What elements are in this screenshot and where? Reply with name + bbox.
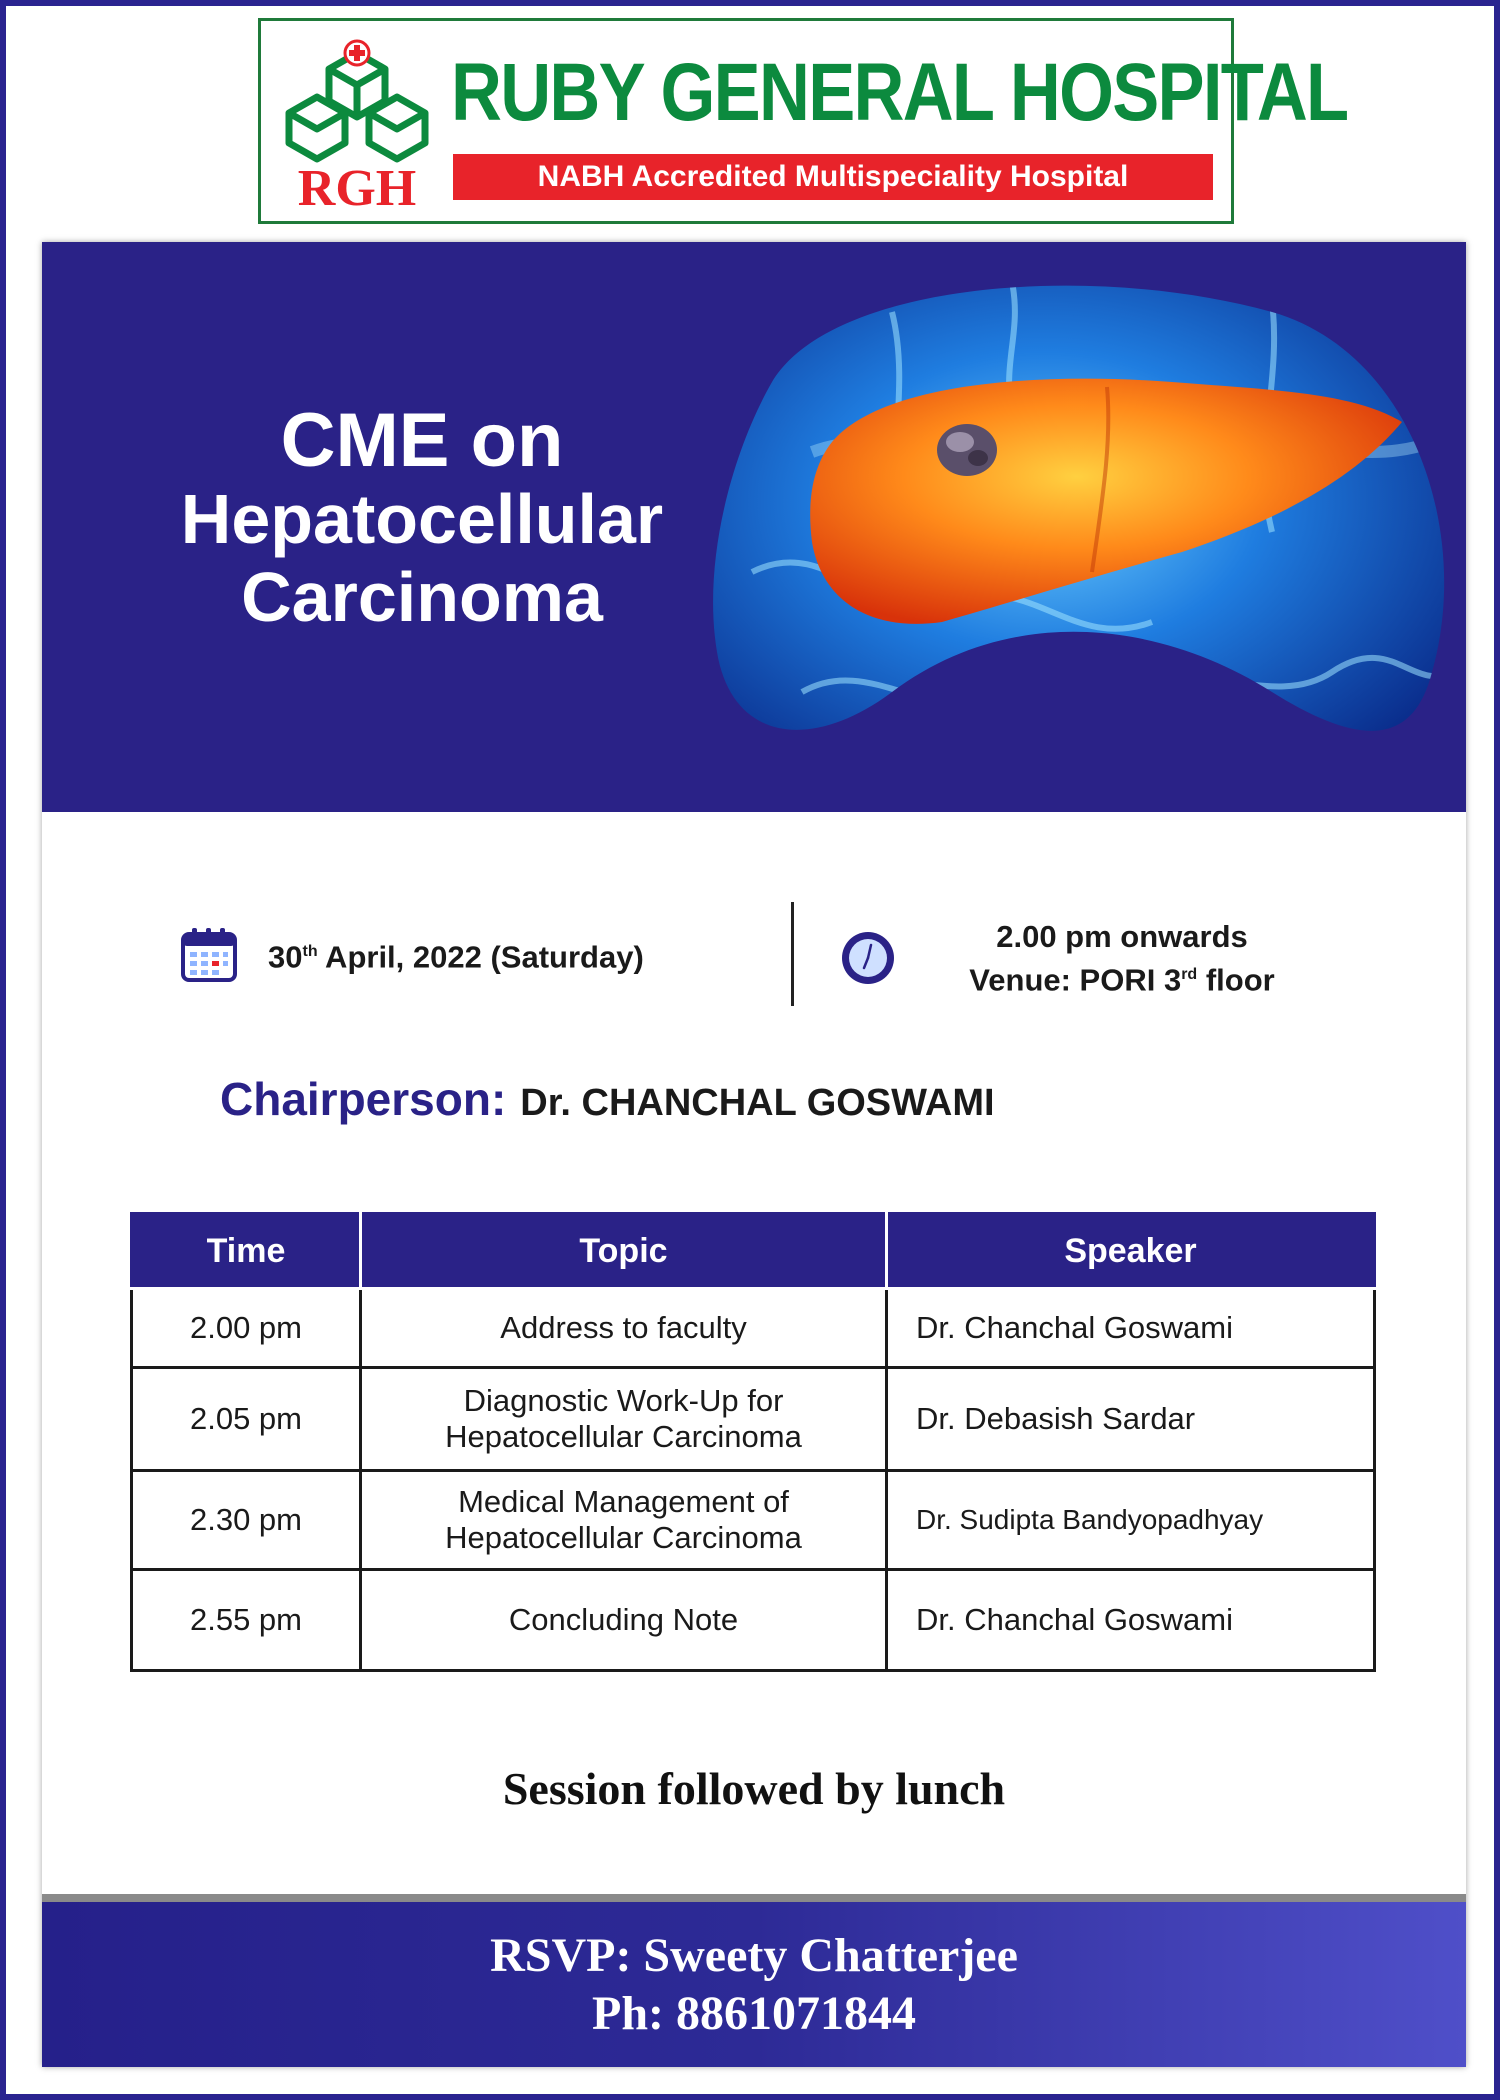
schedule-table — [130, 1212, 1376, 1672]
row-time: 2.55 pm — [132, 1570, 361, 1671]
event-title-line1: CME on — [280, 398, 564, 483]
date-day: 30 — [268, 939, 303, 975]
poster-card — [42, 242, 1466, 2067]
row-time: 2.30 pm — [132, 1471, 361, 1570]
row-topic: Medical Management of Hepatocellular Carcinoma — [361, 1471, 887, 1570]
row-time: 2.05 pm — [132, 1368, 361, 1471]
event-title-line2: Hepatocellular — [180, 480, 664, 558]
header-time: Time — [132, 1214, 361, 1289]
chairperson-row — [220, 1072, 995, 1126]
accreditation-tagline: NABH Accredited Multispeciality Hospital — [453, 154, 1213, 200]
header-speaker: Speaker — [887, 1214, 1375, 1289]
row-time: 2.00 pm — [132, 1289, 361, 1368]
event-time-venue — [922, 918, 1322, 999]
event-date — [268, 932, 644, 977]
rsvp-footer — [42, 1902, 1466, 2067]
row-speaker: Dr. Debasish Sardar — [887, 1368, 1375, 1471]
hospital-logo-banner — [258, 18, 1348, 224]
footer-divider — [42, 1894, 1466, 1902]
table-row — [132, 1289, 1375, 1368]
rsvp-phone[interactable]: Ph: 8861071844 — [592, 1987, 916, 2040]
event-title-line3: Carcinoma — [241, 558, 603, 636]
row-topic: Concluding Note — [361, 1570, 887, 1671]
chairperson-label: Chairperson: — [220, 1073, 507, 1125]
event-time: 2.00 pm onwards — [996, 919, 1248, 954]
lunch-note: Session followed by lunch — [502, 1763, 1006, 1814]
info-divider — [791, 902, 794, 1006]
row-topic: Diagnostic Work-Up for Hepatocellular Carcinoma — [361, 1368, 887, 1471]
rsvp-contact: RSVP: Sweety Chatterjee — [490, 1929, 1018, 1982]
date-suffix: th — [302, 943, 318, 960]
table-header-row — [132, 1214, 1375, 1289]
event-title — [82, 398, 762, 636]
tumor-icon — [937, 424, 997, 476]
title-banner — [42, 242, 1466, 812]
date-rest: April, 2022 (Saturday) — [317, 939, 644, 975]
row-topic: Address to faculty — [361, 1289, 887, 1368]
row-speaker: Dr. Sudipta Bandyopadhyay — [887, 1471, 1375, 1570]
event-venue: Venue: PORI 3rd floor — [969, 962, 1275, 998]
hospital-name: RUBY GENERAL HOSPITAL — [451, 47, 1348, 138]
calendar-icon — [180, 926, 238, 984]
row-speaker: Dr. Chanchal Goswami — [887, 1570, 1375, 1671]
table-row — [132, 1471, 1375, 1570]
logo-letters: RGH — [297, 160, 417, 209]
chairperson-name: Dr. CHANCHAL GOSWAMI — [520, 1082, 995, 1124]
clock-icon — [838, 928, 898, 988]
row-speaker: Dr. Chanchal Goswami — [887, 1289, 1375, 1368]
liver-illustration — [712, 272, 1452, 782]
hospital-logo-icon — [277, 39, 437, 209]
table-row — [132, 1368, 1375, 1471]
event-details-row — [42, 902, 1466, 1012]
table-row — [132, 1570, 1375, 1671]
header-topic: Topic — [361, 1214, 887, 1289]
